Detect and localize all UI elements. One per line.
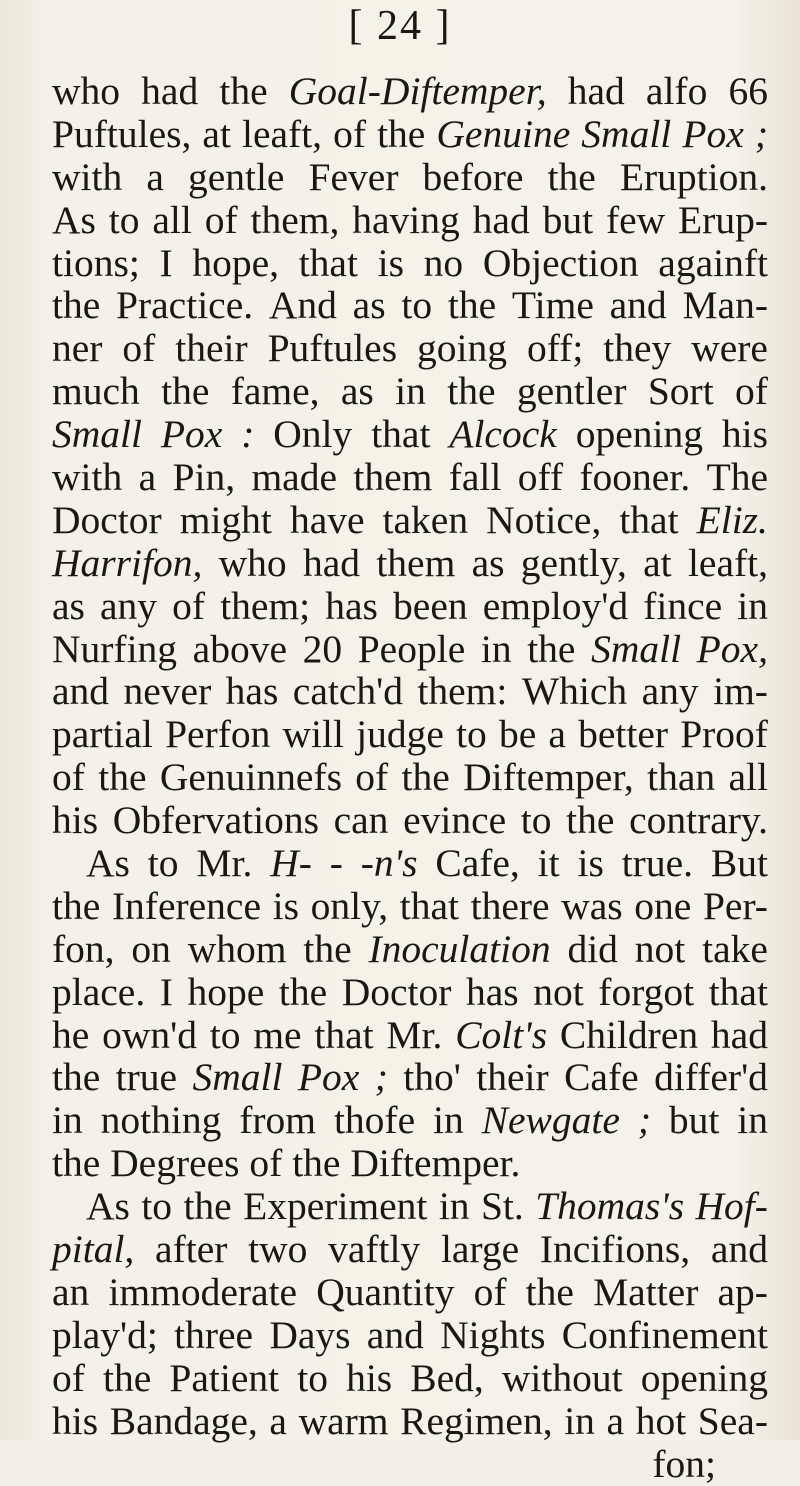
word: that [708, 969, 768, 1014]
word: Notice, [486, 497, 602, 542]
word: Eruption. [619, 154, 768, 199]
word: better [578, 712, 669, 757]
word: to [401, 283, 433, 328]
word: Pin, [172, 455, 236, 500]
word: the [566, 798, 615, 843]
text-line [52, 1142, 768, 1185]
word: to [141, 1184, 173, 1229]
word: will [282, 712, 344, 757]
word: Matter [593, 1269, 699, 1314]
word: with [52, 154, 123, 199]
word: ner [52, 326, 103, 371]
word: hope, [192, 240, 279, 285]
word: had [567, 69, 625, 113]
word: Sea- [697, 1398, 768, 1443]
text-line [52, 713, 768, 756]
word: that [298, 240, 358, 285]
word: Erup- [678, 197, 768, 242]
word: taken [382, 497, 469, 542]
text-line [52, 199, 768, 242]
word: on [131, 926, 171, 971]
word: the [525, 1269, 574, 1314]
word: from [239, 1098, 317, 1143]
word: Thomas's [535, 1184, 685, 1229]
word: As [86, 1184, 130, 1229]
word: own'd [102, 1012, 197, 1057]
word: any [641, 669, 699, 714]
word: Bandage, [109, 1398, 258, 1443]
word: only, [310, 883, 389, 928]
word: St. [480, 1184, 524, 1229]
word: Experiment [243, 1184, 428, 1229]
word: whom [187, 926, 287, 971]
word: pital, [52, 1227, 135, 1272]
word: Genuine [436, 111, 571, 156]
word: take [702, 926, 768, 971]
text-line [52, 1357, 768, 1400]
word: at [643, 540, 672, 585]
word: contrary. [629, 798, 768, 843]
word: going [417, 326, 508, 371]
word: without [501, 1355, 623, 1400]
word: and [52, 669, 110, 714]
word: Harrifon, [52, 540, 203, 585]
word: gentle [187, 154, 285, 199]
page-number: [ 24 ] [348, 3, 452, 49]
word: the [52, 883, 101, 928]
word: ; [374, 1055, 388, 1100]
word: fon, [52, 926, 115, 971]
word: much [52, 369, 140, 414]
word: Proof [680, 712, 768, 757]
word: a [146, 154, 164, 199]
word: of [52, 1355, 85, 1400]
word: has [325, 583, 378, 628]
word: Which [521, 669, 628, 714]
word: Man- [682, 283, 768, 328]
word: a [548, 712, 566, 757]
word: Fever [308, 154, 399, 199]
word: the [527, 626, 576, 671]
word: Regimen, [400, 1398, 553, 1443]
word: -n's [360, 841, 418, 886]
text-line [52, 585, 768, 628]
word: of [473, 1269, 507, 1314]
word: vaftly [328, 1227, 421, 1272]
word: had [472, 197, 530, 242]
word: is [272, 883, 299, 928]
word: the [52, 283, 101, 328]
text-line [52, 799, 768, 842]
word: an [52, 1269, 90, 1314]
word: Per- [702, 883, 768, 928]
text-line [52, 1185, 768, 1228]
word: partial [52, 712, 153, 757]
word: in [395, 369, 426, 414]
word: than [647, 755, 716, 800]
word: thofe [333, 1098, 416, 1143]
word: the [183, 1184, 232, 1229]
word: Mr. [386, 1012, 443, 1057]
word: can [333, 798, 389, 843]
word: his [52, 1398, 99, 1443]
word: his [346, 1355, 393, 1400]
word: employ'd [482, 583, 629, 628]
word: Nights [440, 1312, 546, 1357]
word: might [179, 497, 272, 542]
word: not [634, 926, 686, 971]
text-line [52, 885, 768, 928]
word: The [706, 455, 768, 500]
word: hot [635, 1398, 687, 1443]
word: catch'd [292, 669, 403, 714]
word: the [447, 283, 497, 328]
word: that [399, 883, 459, 928]
word: were [691, 326, 768, 371]
word: People [357, 626, 466, 671]
word: have [289, 497, 365, 542]
word: but [668, 1098, 720, 1143]
word: Puftules [267, 326, 398, 371]
word: as [471, 540, 505, 585]
word: 20 [302, 626, 343, 671]
word: to [520, 798, 552, 843]
text-line [52, 1314, 768, 1357]
word: that [371, 412, 431, 457]
word: them: [417, 669, 508, 714]
word: them [376, 540, 456, 585]
text-line [52, 456, 768, 499]
word: his [52, 798, 99, 843]
word: me [253, 1012, 302, 1057]
word: the [547, 154, 596, 199]
word: fon; [652, 1441, 716, 1486]
word: their [175, 326, 248, 371]
word: Alcock [449, 412, 557, 457]
word: judge [356, 712, 444, 757]
text-line [52, 1400, 768, 1443]
word: 66 [728, 69, 768, 113]
word: two [248, 1227, 308, 1272]
word: tions; [52, 240, 140, 285]
word: againft [658, 240, 768, 285]
text-line [52, 542, 768, 585]
text-line [52, 70, 768, 113]
word: Only [273, 412, 353, 457]
text-line [52, 1099, 768, 1142]
word: Perfon [165, 712, 271, 757]
word: the [161, 369, 210, 414]
word: any [100, 583, 158, 628]
word: Obfervations [112, 798, 319, 843]
word: at [202, 111, 231, 156]
word: of [333, 111, 367, 156]
word: they [603, 326, 672, 371]
word: Degrees [110, 1141, 240, 1186]
word: but [542, 197, 594, 242]
word: Small [52, 412, 142, 457]
word: after [155, 1227, 228, 1272]
word: is [377, 240, 404, 285]
word: hope [187, 969, 265, 1014]
word: and [710, 1227, 768, 1272]
word: was [561, 883, 623, 928]
word: Small [192, 1055, 283, 1100]
word: in [737, 1098, 768, 1143]
word: Newgate [481, 1098, 620, 1143]
word: and [366, 1312, 424, 1357]
body-text [52, 70, 768, 1485]
word: play'd; [52, 1312, 158, 1357]
word: before [422, 154, 524, 199]
word: ap- [717, 1269, 768, 1314]
text-line [52, 1056, 768, 1099]
word: of [172, 583, 206, 628]
text-line [52, 499, 768, 542]
text-line [52, 756, 768, 799]
word: Small [591, 626, 682, 671]
word: in [480, 626, 512, 671]
word: Cafe, [435, 841, 520, 886]
word: And [268, 283, 337, 328]
word: who [218, 540, 287, 585]
word: fince [643, 583, 723, 628]
word: who [52, 69, 121, 113]
word: above [192, 626, 287, 671]
word: leaft, [687, 540, 768, 585]
word: them, [250, 197, 340, 242]
word: place. [52, 969, 146, 1014]
word: fooner. [579, 455, 691, 500]
text-line [52, 284, 768, 327]
word: a [606, 1398, 625, 1443]
word: there [470, 883, 550, 928]
word: made [251, 455, 337, 500]
word: warm [298, 1398, 389, 1443]
text-line [52, 156, 768, 199]
word: off; [526, 326, 584, 371]
word: of [52, 755, 85, 800]
word: the [219, 69, 268, 113]
word: Small [581, 111, 672, 156]
word: in [433, 1098, 464, 1143]
word: the [303, 926, 352, 971]
word: Quantity [316, 1269, 455, 1314]
word: them; [220, 583, 311, 628]
word: and [609, 283, 667, 328]
word: alfo [645, 69, 708, 113]
word: of [735, 369, 768, 414]
word: the [52, 1055, 101, 1100]
word: all [728, 755, 768, 800]
word: that [619, 497, 679, 542]
word: has [466, 969, 519, 1014]
text-line [52, 242, 768, 285]
word: differ'd [654, 1055, 768, 1100]
word: Patient [169, 1355, 280, 1400]
word: As [86, 841, 130, 886]
word: Sort [647, 369, 714, 414]
word: in [737, 583, 768, 628]
word: in [52, 1098, 83, 1143]
word: the [377, 111, 426, 156]
word: : [241, 412, 255, 457]
word: his [721, 412, 768, 457]
word: Pox [682, 111, 744, 156]
word: gentler [516, 369, 627, 414]
word: of [122, 326, 156, 371]
word: that [314, 1012, 374, 1057]
word: to [108, 197, 140, 242]
word: Pox [297, 1055, 360, 1100]
word: having [352, 197, 460, 242]
word: Pox, [696, 626, 768, 671]
word: I [159, 240, 173, 285]
word: of [355, 755, 389, 800]
word: Days [269, 1312, 351, 1357]
word: the [447, 369, 496, 414]
word: Inference [111, 883, 261, 928]
word: all [152, 197, 192, 242]
word: with [52, 455, 123, 500]
word: be [498, 712, 537, 757]
word: in [438, 1184, 470, 1229]
word: had [710, 1012, 768, 1057]
word: had [302, 540, 361, 585]
word: Mr. [196, 841, 253, 886]
word: as [52, 583, 85, 628]
text-line [52, 413, 768, 456]
word: Doctor [341, 969, 452, 1014]
word: nothing [100, 1098, 222, 1143]
text-line [52, 842, 768, 885]
word: Genuinnefs [159, 755, 342, 800]
word: Practice. [116, 283, 254, 328]
word: to [456, 712, 487, 757]
word: forgot [598, 969, 695, 1014]
word: in [564, 1398, 595, 1443]
word: immoderate [108, 1269, 298, 1314]
word: true. [621, 841, 693, 886]
word: the [98, 755, 147, 800]
word: Bed, [410, 1355, 484, 1400]
word: the [292, 1141, 341, 1186]
word: Incifions, [539, 1227, 691, 1272]
word: to [147, 841, 179, 886]
word: three [174, 1312, 254, 1357]
word: a [269, 1398, 287, 1443]
text-line [52, 1443, 768, 1486]
word: Eliz. [696, 497, 768, 542]
word: never [123, 669, 212, 714]
text-line [52, 670, 768, 713]
word: the [52, 1141, 101, 1186]
word: the [103, 1355, 152, 1400]
word: of [249, 1141, 283, 1186]
word: Time [511, 283, 594, 328]
text-line [52, 113, 768, 156]
word: to [297, 1355, 328, 1400]
word: to [209, 1012, 241, 1057]
word: Confinement [561, 1312, 768, 1357]
word: opening [575, 412, 703, 457]
word: im- [713, 669, 768, 714]
word: few [605, 197, 666, 242]
word: has [225, 669, 279, 714]
word: is [577, 841, 604, 886]
word: did [567, 926, 618, 971]
word: he [52, 1012, 90, 1057]
text-line [52, 971, 768, 1014]
word: the [278, 969, 328, 1014]
text-line [52, 1228, 768, 1271]
word: opening [640, 1355, 768, 1400]
word: As [52, 197, 96, 242]
word: But [710, 841, 768, 886]
word: large [440, 1227, 520, 1272]
word: Cafe [564, 1055, 639, 1100]
word: Nurfing [52, 626, 178, 671]
text-line [52, 1271, 768, 1314]
word: ; [754, 111, 768, 156]
word: as [352, 283, 386, 328]
word: Colt's [455, 1012, 548, 1057]
text-line [52, 370, 768, 413]
word: one [634, 883, 692, 928]
word: Diftemper. [350, 1141, 521, 1186]
word: had [141, 69, 199, 113]
word: H- [270, 841, 312, 886]
word: Children [559, 1012, 699, 1057]
text-line [52, 1014, 768, 1057]
word: Pox [160, 412, 223, 457]
word: Goal-Diftemper, [288, 69, 547, 113]
text-line [52, 628, 768, 671]
word: of [204, 197, 238, 242]
word: leaft, [242, 111, 323, 156]
word: evince [403, 798, 507, 843]
word: Diftemper, [463, 755, 634, 800]
word: true [115, 1055, 178, 1100]
word: not [533, 969, 584, 1014]
word: as [340, 369, 374, 414]
word: fall [448, 455, 502, 500]
word: Inoculation [368, 926, 551, 971]
word: ; [637, 1098, 651, 1143]
word: no [423, 240, 464, 285]
word: Objection [482, 240, 639, 285]
word: it [537, 841, 560, 886]
word: Doctor [52, 497, 162, 542]
word: a [138, 455, 157, 500]
word: fame, [230, 369, 320, 414]
text-line [52, 327, 768, 370]
word: tho' [403, 1055, 461, 1100]
word: I [159, 969, 173, 1014]
word: Puftules, [52, 111, 192, 156]
text-line [52, 928, 768, 971]
word: them [353, 455, 433, 500]
word: - [329, 841, 343, 886]
word: off [517, 455, 564, 500]
word: gently, [520, 540, 627, 585]
word: their [476, 1055, 549, 1100]
word: been [393, 583, 468, 628]
word: the [401, 755, 450, 800]
word: Hof- [695, 1184, 768, 1229]
